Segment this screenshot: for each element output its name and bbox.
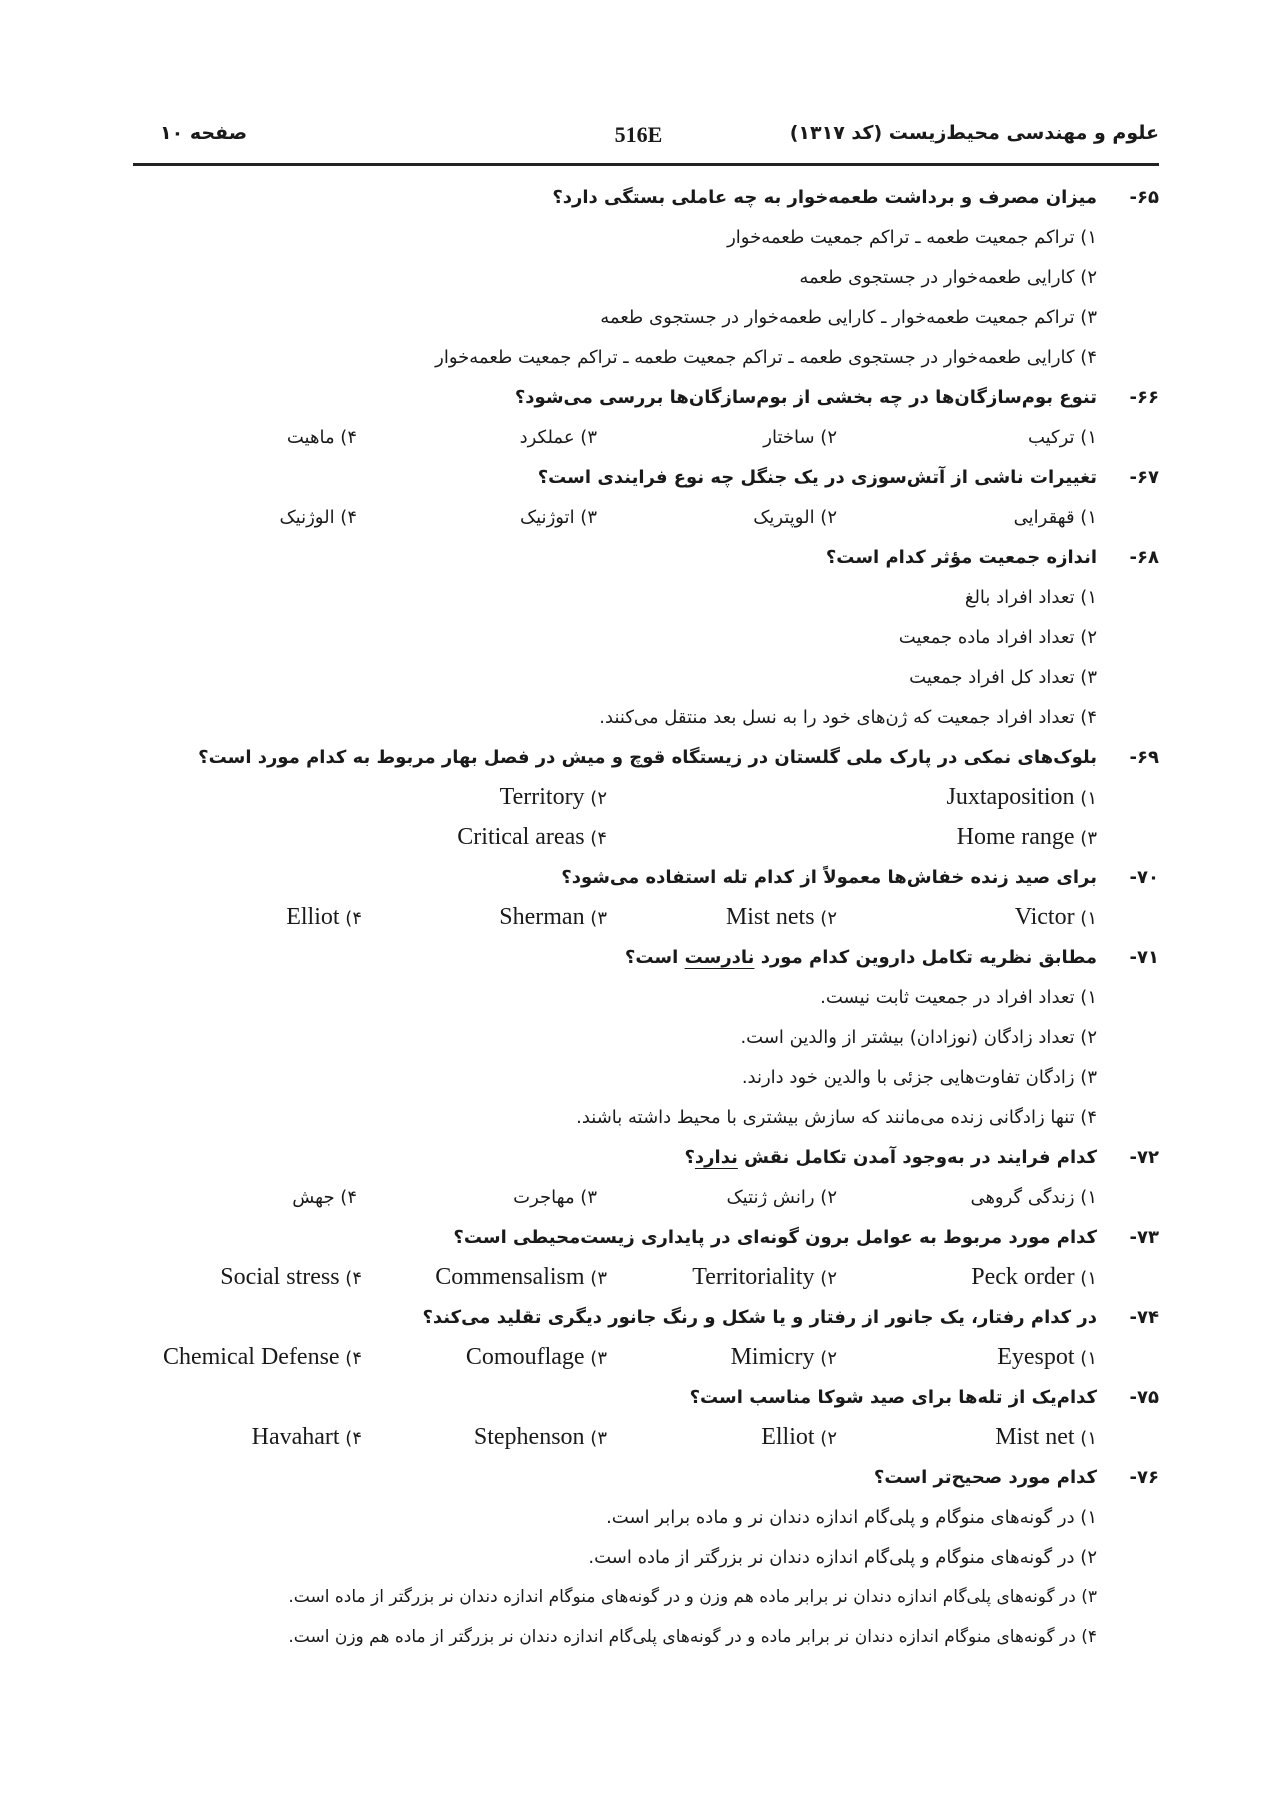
answer-option <box>995 1424 1097 1451</box>
option-text: Territory <box>499 784 585 810</box>
question-text: میزان مصرف و برداشت طعمه‌خوار به چه عاملی بستگی دارد؟ <box>552 187 1097 208</box>
question-number: ۶۸- <box>1129 547 1159 568</box>
option-number: ۴) <box>590 828 607 849</box>
question-text-part: است؟ <box>624 947 685 968</box>
question-number: ۶۵- <box>1129 187 1159 208</box>
answer-option: ۴) تنها زادگانی زنده می‌مانند که سازش بیشتری با محیط داشته باشند. <box>576 1107 1097 1128</box>
underlined-keyword: نادرست <box>684 947 755 968</box>
answer-option <box>947 784 1097 811</box>
question-text <box>684 1147 1097 1168</box>
answer-option: ۳) تراکم جمعیت طعمه‌خوار ـ کارایی طعمه‌خوار در جستجوی طعمه <box>600 307 1097 328</box>
answer-option: ۲) کارایی طعمه‌خوار در جستجوی طعمه <box>799 267 1097 288</box>
option-text: Commensalism <box>435 1264 585 1290</box>
question-text-part: مطابق نظریه تکامل داروین کدام مورد <box>754 947 1097 968</box>
answer-option: ۳) عملکرد <box>519 427 597 448</box>
option-number: ۳) <box>590 908 607 929</box>
question-number: ۷۵- <box>1129 1387 1159 1408</box>
option-number: ۲) <box>820 1428 837 1449</box>
answer-option <box>957 824 1097 851</box>
answer-option: ۳) مهاجرت <box>513 1187 597 1208</box>
option-text: Critical areas <box>457 824 585 850</box>
exam-title: علوم و مهندسی محیط‌زیست (کد ۱۳۱۷) <box>789 122 1159 144</box>
question-number: ۷۳- <box>1129 1227 1159 1248</box>
option-number: ۲) <box>820 1268 837 1289</box>
question-text: در کدام رفتار، یک جانور از رفتار و یا شکل و رنگ جانور دیگری تقلید می‌کند؟ <box>422 1307 1097 1328</box>
page-number: صفحه ۱۰ <box>160 122 248 144</box>
answer-option <box>286 904 362 931</box>
option-number: ۱) <box>1080 1428 1097 1449</box>
answer-option <box>1015 904 1097 931</box>
question-number: ۷۶- <box>1129 1467 1159 1488</box>
option-text: Mimicry <box>730 1344 815 1370</box>
answer-option: ۲) تعداد زادگان (نوزادان) بیشتر از والدین است. <box>740 1027 1097 1048</box>
answer-option: ۳) اتوژنیک <box>520 507 597 528</box>
option-text: Elliot <box>286 904 340 930</box>
answer-option <box>731 1344 837 1371</box>
question-number: ۷۴- <box>1129 1307 1159 1328</box>
booklet-code: 516E <box>614 122 663 147</box>
answer-option: ۴) تعداد افراد جمعیت که ژن‌های خود را به نسل بعد منتقل می‌کنند. <box>599 707 1097 728</box>
answer-option: ۲) در گونه‌های منوگام و پلی‌گام اندازه دندان نر بزرگتر از ماده است. <box>588 1547 1097 1568</box>
answer-option: ۳) در گونه‌های پلی‌گام اندازه دندان نر برابر ماده هم وزن و در گونه‌های منوگام اندازه دندان نر بزرگتر از ماده است. <box>288 1587 1097 1607</box>
answer-option <box>220 1264 362 1291</box>
answer-option <box>500 784 607 811</box>
question-text <box>625 947 1097 968</box>
option-text: Mist net <box>995 1424 1075 1450</box>
question-text: بلوک‌های نمکی در پارک ملی گلستان در زیستگاه قوچ و میش در فصل بهار مربوط به کدام مورد است؟ <box>198 747 1097 768</box>
question-text: کدام مورد مربوط به عوامل برون گونه‌ای در پایداری زیست‌محیطی است؟ <box>453 1227 1097 1248</box>
question-text: تغییرات ناشی از آتش‌سوزی در یک جنگل چه نوع فرایندی است؟ <box>537 467 1097 488</box>
option-text: Home range <box>956 824 1075 850</box>
answer-option: ۴) کارایی طعمه‌خوار در جستجوی طعمه ـ تراکم جمعیت طعمه ـ تراکم جمعیت طعمه‌خوار <box>435 347 1097 368</box>
question-number: ۷۰- <box>1129 867 1159 888</box>
question-number: ۶۷- <box>1129 467 1159 488</box>
option-number: ۳) <box>1080 828 1097 849</box>
option-number: ۱) <box>1080 1268 1097 1289</box>
question-number: ۶۶- <box>1129 387 1159 408</box>
answer-option: ۲) تعداد افراد ماده جمعیت <box>898 627 1097 648</box>
option-text: Chemical Defense <box>162 1344 340 1370</box>
option-number: ۳) <box>590 1268 607 1289</box>
option-text: Social stress <box>220 1264 340 1290</box>
answer-option <box>466 1344 607 1371</box>
question-text: کدام‌یک از تله‌ها برای صید شوکا مناسب است؟ <box>689 1387 1097 1408</box>
question-text-part: ؟ <box>684 1147 695 1168</box>
option-number: ۱) <box>1080 908 1097 929</box>
answer-option <box>971 1264 1097 1291</box>
option-text: Comouflage <box>465 1344 585 1370</box>
option-number: ۴) <box>345 908 362 929</box>
answer-option: ۴) ماهیت <box>286 427 357 448</box>
answer-option: ۱) تعداد افراد در جمعیت ثابت نیست. <box>820 987 1097 1008</box>
answer-option: ۲) رانش ژنتیک <box>726 1187 837 1208</box>
option-text: Victor <box>1014 904 1075 930</box>
answer-option <box>761 1424 837 1451</box>
option-number: ۴) <box>345 1268 362 1289</box>
answer-option: ۲) ساختار <box>763 427 837 448</box>
answer-option: ۴) جهش <box>292 1187 357 1208</box>
answer-option: ۲) الوپتریک <box>753 507 837 528</box>
question-text-part: کدام فرایند در به‌وجود آمدن تکامل نقش <box>737 1147 1097 1168</box>
answer-option <box>499 904 607 931</box>
answer-option: ۱) زندگی گروهی <box>970 1187 1097 1208</box>
option-text: Stephenson <box>473 1424 585 1450</box>
option-text: Territoriality <box>692 1264 815 1290</box>
option-text: Juxtaposition <box>946 784 1075 810</box>
option-number: ۲) <box>590 788 607 809</box>
answer-option <box>726 904 837 931</box>
question-text: اندازه جمعیت مؤثر کدام است؟ <box>825 547 1097 568</box>
answer-option: ۴) الوژنیک <box>279 507 357 528</box>
option-text: Peck order <box>971 1264 1075 1290</box>
question-number: ۶۹- <box>1129 747 1159 768</box>
option-number: ۴) <box>345 1348 362 1369</box>
option-text: Havahart <box>251 1424 340 1450</box>
question-number: ۷۱- <box>1129 947 1159 968</box>
option-number: ۳) <box>590 1348 607 1369</box>
answer-option: ۱) تعداد افراد بالغ <box>964 587 1097 608</box>
answer-option: ۱) تراکم جمعیت طعمه ـ تراکم جمعیت طعمه‌خوار <box>727 227 1097 248</box>
answer-option <box>997 1344 1097 1371</box>
question-text: تنوع بوم‌سازگان‌ها در چه بخشی از بوم‌سازگان‌ها بررسی می‌شود؟ <box>514 387 1097 408</box>
answer-option <box>457 824 607 851</box>
answer-option: ۳) زادگان تفاوت‌هایی جزئی با والدین خود دارند. <box>741 1067 1097 1088</box>
question-text: برای صید زنده خفاش‌ها معمولاً از کدام تله استفاده می‌شود؟ <box>561 867 1097 888</box>
answer-option: ۱) قهقرایی <box>1013 507 1097 528</box>
option-number: ۱) <box>1080 788 1097 809</box>
option-number: ۴) <box>345 1428 362 1449</box>
answer-option <box>252 1424 362 1451</box>
answer-option: ۳) تعداد کل افراد جمعیت <box>909 667 1097 688</box>
question-text: کدام مورد صحیح‌تر است؟ <box>873 1467 1097 1488</box>
option-text: Eyespot <box>997 1344 1075 1370</box>
option-number: ۱) <box>1080 1348 1097 1369</box>
option-number: ۳) <box>590 1428 607 1449</box>
option-number: ۲) <box>820 1348 837 1369</box>
underlined-keyword: ندارد <box>694 1147 738 1168</box>
answer-option <box>692 1264 837 1291</box>
answer-option <box>163 1344 362 1371</box>
answer-option: ۱) در گونه‌های منوگام و پلی‌گام اندازه دندان نر و ماده برابر است. <box>606 1507 1097 1528</box>
option-text: Sherman <box>499 904 585 930</box>
option-number: ۲) <box>820 908 837 929</box>
answer-option: ۴) در گونه‌های منوگام اندازه دندان نر برابر ماده و در گونه‌های پلی‌گام اندازه دندان نر بزرگتر از ماده هم وزن است. <box>288 1627 1097 1647</box>
answer-option: ۱) ترکیب <box>1027 427 1097 448</box>
option-text: Mist nets <box>725 904 815 930</box>
answer-option <box>474 1424 607 1451</box>
option-text: Elliot <box>761 1424 815 1450</box>
answer-option <box>435 1264 607 1291</box>
header-divider <box>133 163 1159 166</box>
question-number: ۷۲- <box>1129 1147 1159 1168</box>
